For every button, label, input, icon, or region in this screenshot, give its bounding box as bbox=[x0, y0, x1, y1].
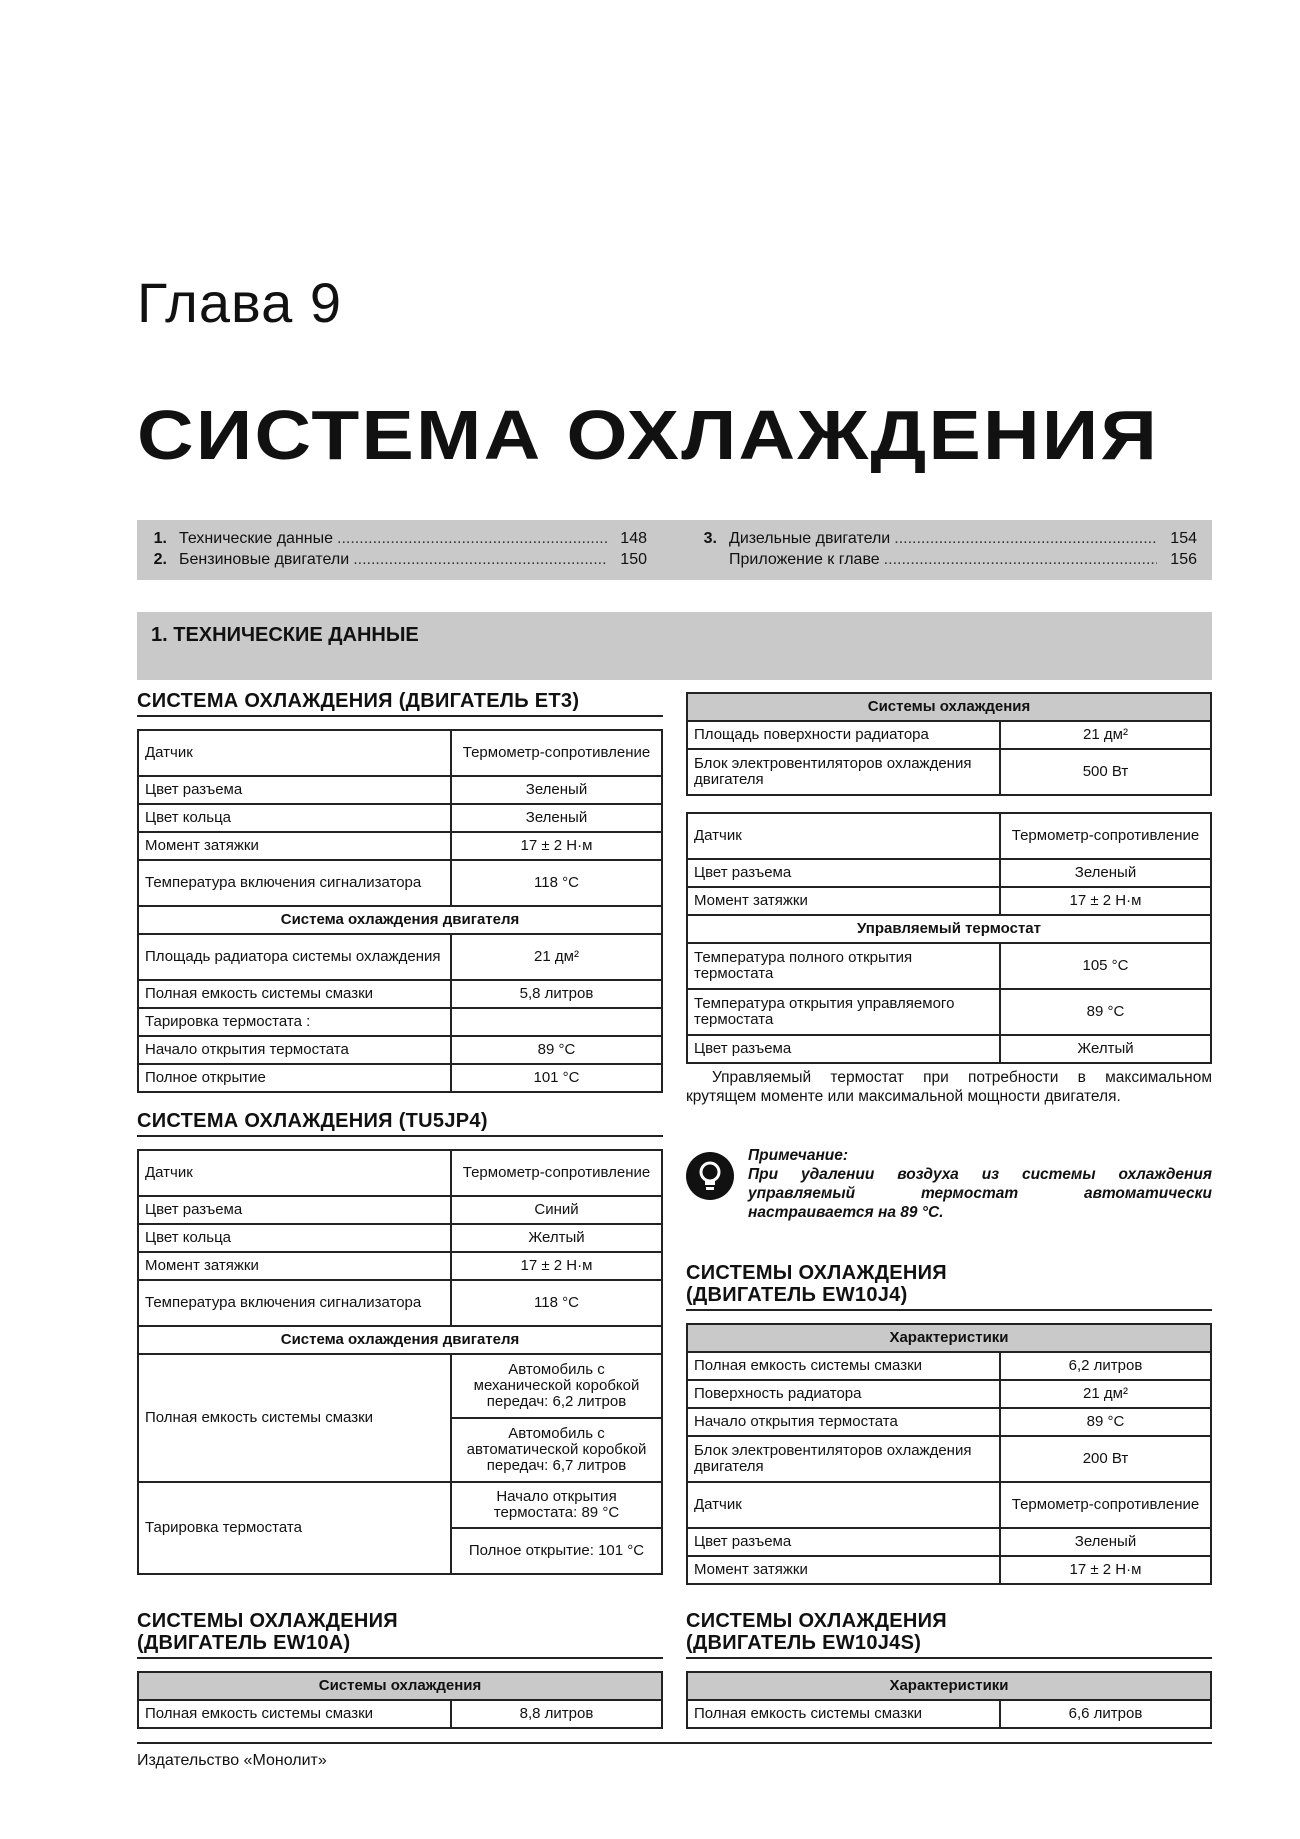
cell-label: Момент затяжки bbox=[687, 1556, 1000, 1584]
cell-label: Температура открытия управляемого термостата bbox=[687, 989, 1000, 1035]
heading-line: (ДВИГАТЕЛЬ EW10A) bbox=[137, 1632, 351, 1654]
cell-value: 500 Вт bbox=[1000, 749, 1211, 795]
section-header bbox=[137, 612, 1212, 680]
cell-value: Начало открытия термостата: 89 °С bbox=[451, 1482, 662, 1528]
footer-publisher: Издательство «Монолит» bbox=[137, 1752, 327, 1769]
cell-value: 6,2 литров bbox=[1000, 1352, 1211, 1380]
et3-block bbox=[137, 690, 663, 1093]
table-row bbox=[138, 906, 662, 934]
table-row bbox=[687, 1672, 1211, 1700]
table-row bbox=[687, 749, 1211, 795]
cell-value: 200 Вт bbox=[1000, 1436, 1211, 1482]
cell-label: Поверхность радиатора bbox=[687, 1380, 1000, 1408]
cell-value: Термометр-сопротивление bbox=[1000, 1482, 1211, 1528]
cell-label: Цвет разъема bbox=[138, 1196, 451, 1224]
table-row bbox=[138, 980, 662, 1008]
cell-label: Полная емкость системы смазки bbox=[138, 1354, 451, 1482]
toc-num: 1. bbox=[153, 530, 167, 547]
cell-label: Начало открытия термостата bbox=[138, 1036, 451, 1064]
table-row bbox=[138, 804, 662, 832]
cell-label: Цвет разъема bbox=[138, 776, 451, 804]
cell-label: Датчик bbox=[687, 813, 1000, 859]
cell-label: Момент затяжки bbox=[687, 887, 1000, 915]
table-row bbox=[687, 721, 1211, 749]
toc-leader bbox=[894, 530, 1157, 548]
table-row bbox=[138, 1252, 662, 1280]
table-row bbox=[687, 1556, 1211, 1584]
table-row bbox=[687, 943, 1211, 989]
cell-label: Тарировка термостата : bbox=[138, 1008, 451, 1036]
cell-label: Полная емкость системы смазки bbox=[138, 980, 451, 1008]
ew10j4-block bbox=[686, 1262, 1212, 1585]
ew10j4s-block bbox=[686, 1610, 1212, 1729]
cell-value: Зеленый bbox=[451, 776, 662, 804]
ew10a-heading bbox=[137, 1610, 663, 1659]
toc-leader bbox=[353, 551, 607, 569]
toc-title: Дизельные двигатели bbox=[729, 530, 891, 547]
ew10a-table bbox=[137, 1671, 663, 1729]
toc-item[interactable] bbox=[137, 530, 647, 551]
cell-value: Термометр-сопротивление bbox=[451, 1150, 662, 1196]
heading-line: СИСТЕМЫ ОХЛАЖДЕНИЯ bbox=[686, 1262, 947, 1284]
cell-value: Полное открытие: 101 °С bbox=[451, 1528, 662, 1574]
tu5-block bbox=[137, 1110, 663, 1575]
ew10a-block bbox=[137, 1610, 663, 1729]
note-block bbox=[686, 1146, 1212, 1222]
heading-line: СИСТЕМЫ ОХЛАЖДЕНИЯ bbox=[137, 1610, 398, 1632]
toc-num: 2. bbox=[153, 551, 167, 568]
cell-value: Желтый bbox=[1000, 1035, 1211, 1063]
cell-label: Тарировка термостата bbox=[138, 1482, 451, 1574]
table-row bbox=[138, 1482, 662, 1528]
table-row bbox=[138, 730, 662, 776]
cell-subheader: Управляемый термостат bbox=[687, 915, 1211, 943]
table-row bbox=[138, 832, 662, 860]
cell-label: Датчик bbox=[687, 1482, 1000, 1528]
table-row bbox=[687, 813, 1211, 859]
cell-value: 17 ± 2 Н·м bbox=[451, 832, 662, 860]
ew10j4-heading bbox=[686, 1262, 1212, 1311]
toc-item[interactable] bbox=[687, 530, 1197, 551]
table-row bbox=[138, 1008, 662, 1036]
cell-label: Момент затяжки bbox=[138, 1252, 451, 1280]
toc-page: 150 bbox=[620, 551, 647, 568]
cell-label: Начало открытия термостата bbox=[687, 1408, 1000, 1436]
cell-label: Площадь радиатора системы охлаждения bbox=[138, 934, 451, 980]
cell-label: Блок электровентиляторов охлаждения двигателя bbox=[687, 1436, 1000, 1482]
toc-num: 3. bbox=[703, 530, 717, 547]
table-row bbox=[138, 1672, 662, 1700]
cell-value: 8,8 литров bbox=[451, 1700, 662, 1728]
cell-label: Цвет разъема bbox=[687, 1035, 1000, 1063]
cell-value: 21 дм² bbox=[451, 934, 662, 980]
toc-column-left bbox=[137, 530, 647, 572]
toc-page: 156 bbox=[1170, 551, 1197, 568]
heading-line: (ДВИГАТЕЛЬ EW10J4S) bbox=[686, 1632, 922, 1654]
cell-label: Момент затяжки bbox=[138, 832, 451, 860]
cell-label: Блок электровентиляторов охлаждения двигателя bbox=[687, 749, 1000, 795]
et3-heading: СИСТЕМА ОХЛАЖДЕНИЯ (ДВИГАТЕЛЬ ЕТ3) bbox=[137, 690, 663, 717]
cell-header: Характеристики bbox=[687, 1672, 1211, 1700]
table-row bbox=[687, 915, 1211, 943]
table-row bbox=[687, 1408, 1211, 1436]
lightbulb-icon bbox=[686, 1152, 734, 1200]
toc-page: 148 bbox=[620, 530, 647, 547]
cell-label: Температура включения сигнализатора bbox=[138, 1280, 451, 1326]
cell-value: Термометр-сопротивление bbox=[1000, 813, 1211, 859]
table-row bbox=[138, 1036, 662, 1064]
table-row bbox=[138, 1354, 662, 1418]
cell-label: Полная емкость системы смазки bbox=[687, 1352, 1000, 1380]
cell-value: 118 °С bbox=[451, 860, 662, 906]
cell-label: Температура включения сигнализатора bbox=[138, 860, 451, 906]
table-row bbox=[687, 1352, 1211, 1380]
table-row bbox=[138, 1326, 662, 1354]
page-title: СИСТЕМА ОХЛАЖДЕНИЯ bbox=[137, 396, 1160, 474]
section-title: 1. ТЕХНИЧЕСКИЕ ДАННЫЕ bbox=[151, 624, 419, 646]
et3-table bbox=[137, 729, 663, 1093]
table-row bbox=[138, 1064, 662, 1092]
toc-title: Приложение к главе bbox=[729, 551, 880, 568]
body-paragraph: Управляемый термостат при потребности в максимальном крутящем моменте или максимальной мощности двигателя. bbox=[686, 1069, 1212, 1105]
cell-subheader: Система охлаждения двигателя bbox=[138, 906, 662, 934]
cell-value: Зеленый bbox=[451, 804, 662, 832]
ew10j4s-heading bbox=[686, 1610, 1212, 1659]
table-row bbox=[138, 934, 662, 980]
table-row bbox=[138, 1700, 662, 1728]
cell-label: Площадь поверхности радиатора bbox=[687, 721, 1000, 749]
cell-label: Полная емкость системы смазки bbox=[138, 1700, 451, 1728]
table-row bbox=[687, 887, 1211, 915]
note-label: Примечание: bbox=[748, 1147, 849, 1164]
cell-value: 89 °С bbox=[451, 1036, 662, 1064]
cell-label: Датчик bbox=[138, 1150, 451, 1196]
note-text: При удалении воздуха из системы охлаждения управляемый термостат автоматически настраивается на 89 °С. bbox=[748, 1166, 1212, 1221]
cell-value: 6,6 литров bbox=[1000, 1700, 1211, 1728]
tu5-table bbox=[137, 1149, 663, 1575]
table-row bbox=[138, 776, 662, 804]
cell-value: 105 °С bbox=[1000, 943, 1211, 989]
cell-label: Полное открытие bbox=[138, 1064, 451, 1092]
cell-label: Температура полного открытия термостата bbox=[687, 943, 1000, 989]
cell-value: Автомобиль с механической коробкой передач: 6,2 литров bbox=[451, 1354, 662, 1418]
cell-value bbox=[451, 1008, 662, 1036]
table-row bbox=[687, 1700, 1211, 1728]
ew10j4s-table bbox=[686, 1671, 1212, 1729]
cell-value: Желтый bbox=[451, 1224, 662, 1252]
toc-item[interactable] bbox=[137, 551, 647, 572]
cooling-table bbox=[686, 692, 1212, 796]
toc-item[interactable] bbox=[687, 551, 1197, 572]
table-row bbox=[138, 1280, 662, 1326]
cell-header: Системы охлаждения bbox=[138, 1672, 662, 1700]
table-row bbox=[138, 860, 662, 906]
cell-value: 17 ± 2 Н·м bbox=[1000, 1556, 1211, 1584]
cell-value: 21 дм² bbox=[1000, 721, 1211, 749]
toc-column-right bbox=[687, 530, 1197, 572]
cell-value: 17 ± 2 Н·м bbox=[1000, 887, 1211, 915]
table-row bbox=[687, 1482, 1211, 1528]
cell-value: Синий bbox=[451, 1196, 662, 1224]
cell-header: Системы охлаждения bbox=[687, 693, 1211, 721]
tu5-heading: СИСТЕМА ОХЛАЖДЕНИЯ (TU5JP4) bbox=[137, 1110, 663, 1137]
cell-value: Автомобиль с автоматической коробкой передач: 6,7 литров bbox=[451, 1418, 662, 1482]
cell-value: 89 °С bbox=[1000, 1408, 1211, 1436]
cell-value: Термометр-сопротивление bbox=[451, 730, 662, 776]
heading-line: СИСТЕМЫ ОХЛАЖДЕНИЯ bbox=[686, 1610, 947, 1632]
toc-title: Технические данные bbox=[179, 530, 334, 547]
table-row bbox=[687, 693, 1211, 721]
table-row bbox=[687, 1380, 1211, 1408]
cell-value: 21 дм² bbox=[1000, 1380, 1211, 1408]
table-row bbox=[687, 859, 1211, 887]
cell-value: Зеленый bbox=[1000, 1528, 1211, 1556]
cell-label: Цвет кольца bbox=[138, 804, 451, 832]
cell-value: 101 °С bbox=[451, 1064, 662, 1092]
cell-header: Характеристики bbox=[687, 1324, 1211, 1352]
table-row bbox=[687, 1528, 1211, 1556]
cell-value: 118 °С bbox=[451, 1280, 662, 1326]
cell-value: Зеленый bbox=[1000, 859, 1211, 887]
table-row bbox=[687, 1324, 1211, 1352]
table-row bbox=[687, 989, 1211, 1035]
table-of-contents bbox=[137, 520, 1212, 580]
cell-label: Цвет разъема bbox=[687, 1528, 1000, 1556]
cell-value: 5,8 литров bbox=[451, 980, 662, 1008]
heading-line: (ДВИГАТЕЛЬ EW10J4) bbox=[686, 1284, 908, 1306]
toc-leader bbox=[337, 530, 607, 548]
cell-value: 89 °С bbox=[1000, 989, 1211, 1035]
cell-label: Цвет кольца bbox=[138, 1224, 451, 1252]
cell-label: Цвет разъема bbox=[687, 859, 1000, 887]
cell-subheader: Система охлаждения двигателя bbox=[138, 1326, 662, 1354]
cell-value: 17 ± 2 Н·м bbox=[451, 1252, 662, 1280]
table-row bbox=[687, 1035, 1211, 1063]
right-table1-block bbox=[686, 692, 1212, 796]
footer-divider bbox=[137, 1742, 1212, 1744]
thermostat-table bbox=[686, 812, 1212, 1064]
cell-label: Полная емкость системы смазки bbox=[687, 1700, 1000, 1728]
table-row bbox=[138, 1224, 662, 1252]
chapter-label: Глава 9 bbox=[137, 271, 342, 334]
right-table2-block bbox=[686, 812, 1212, 1064]
toc-leader bbox=[884, 551, 1157, 569]
table-row bbox=[138, 1150, 662, 1196]
cell-label: Датчик bbox=[138, 730, 451, 776]
toc-page: 154 bbox=[1170, 530, 1197, 547]
toc-title: Бензиновые двигатели bbox=[179, 551, 350, 568]
ew10j4-table bbox=[686, 1323, 1212, 1585]
table-row bbox=[687, 1436, 1211, 1482]
table-row bbox=[138, 1196, 662, 1224]
